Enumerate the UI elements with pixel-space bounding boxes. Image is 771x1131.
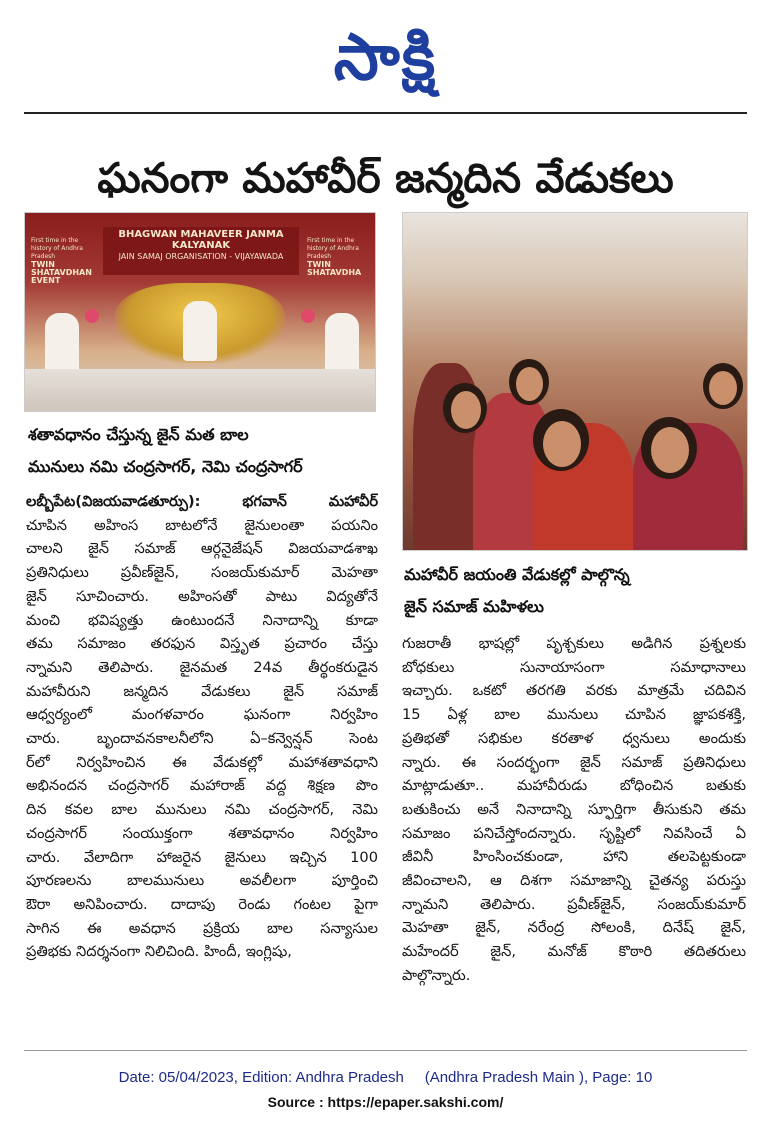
article-line: జీవినీ హింసించకుండా, హాని తలపెట్టకుండా <box>402 848 746 866</box>
article-line: పాల్గొన్నారు. <box>402 966 471 984</box>
photo-stage-event <box>24 212 376 412</box>
photo-caption-right-line2: జైన్‌ సమాజ్‌ మహిళలు <box>404 597 544 616</box>
photo-caption-left-line1: శతావధానం చేస్తున్న జైన్‌ మత బాల <box>28 425 249 444</box>
monk-figure <box>183 301 217 361</box>
stage-side-poster-right: First time in the history of Andhra Pradesh TWIN SHATAVDHA <box>307 237 362 277</box>
article-line: చారు. వేలాదిగా హాజరైన జైనులు ఇచ్చిన 100 <box>26 848 378 866</box>
article-line: అభినందన చంద్రసాగర్‌ మహారాజ్‌ వద్ద శిక్షణ పొం <box>26 777 378 795</box>
masthead-divider <box>24 112 747 114</box>
article-line: ప్రతినిధులు ప్రవీణ్‌జైన్‌, సంజయ్‌కుమార్‌ మెహతా <box>26 564 378 582</box>
article-column-left <box>26 490 378 964</box>
newspaper-logo: సాక్షి <box>333 21 438 95</box>
photo-audience <box>402 212 748 551</box>
article-line: గుజరాతీ భాషల్లో పృశ్చకులు అడిగిన ప్రశ్నలకు <box>402 635 746 652</box>
audience-face <box>709 371 737 405</box>
audience-face <box>543 421 581 467</box>
article-line: దిన కవల బాల మునులు నమి చంద్రసాగర్‌, నెమి <box>26 801 378 819</box>
stage-side-poster-left: First time in the history of Andhra Pradesh TWIN SHATAVDHAN EVENT <box>31 237 92 285</box>
article-line: ర్‌లో నిర్వహించిన ఈ వేడుకల్లో మహాశతావధాని <box>26 753 378 771</box>
flower-decoration <box>85 309 99 323</box>
article-line: ఇచ్చారు. ఒకటో తరగతి వరకు మాత్రమే చదివిన <box>402 682 746 700</box>
audience-face <box>651 427 689 473</box>
flower-decoration <box>301 309 315 323</box>
stage-banner: BHAGWAN MAHAVEER JANMA KALYANAK JAIN SAMAJ ORGANISATION - VIJAYAWADA <box>103 227 299 275</box>
article-line: మాట్లాడుతూ.. మహావీరుడు బోధించిన బతుకు <box>402 777 746 795</box>
article-line: మహావీరుని జన్మదిన వేడుకలు జైన్‌ సమాజ్‌ <box>26 682 378 700</box>
article-line: మహేందర్‌ జైన్‌, మనోజ్‌ కొఠారి తదితరులు <box>402 943 746 961</box>
article-line: సమాజం పనిచేస్తోందన్నారు. సృష్టిలో నివసించే ఏ <box>402 824 746 842</box>
monk-figure <box>325 313 359 373</box>
article-line: ఔరా అనిపించారు. దాదాపు రెండు గంటల పైగా <box>26 895 378 913</box>
article-line: జైన్‌ సూచించారు. అహింసతో పాటు విద్యతోనే <box>26 587 378 605</box>
article-line: పూరణలను బాలమునులు అవలీలగా పూర్తించి <box>26 872 378 890</box>
article-line: బోధకులు సునాయాసంగా సమాధానాలు <box>402 658 746 676</box>
audience-face <box>516 367 543 401</box>
article-line: తమ సమాజం తరఫున విస్తృత ప్రచారం చేస్తు <box>26 635 378 653</box>
article-line: న్నారు. ఈ సందర్భంగా జైన్‌ సమాజ్‌ ప్రతినిధులు <box>402 753 746 771</box>
article-headline: ఘనంగా మహావీర్‌ జన్మదిన వేడుకలు <box>97 154 674 202</box>
photo-caption-right-line1: మహావీర్‌ జయంతి వేడుకల్లో పాల్గొన్న <box>404 565 630 584</box>
article-line: జీవించాలని, ఆ దిశగా సమాజాన్ని చైతన్య పరుస్తు <box>402 872 746 890</box>
footer-divider <box>24 1050 747 1051</box>
article-line: సాగిన ఈ అవధాన ప్రక్రియ బాల సన్యాసుల <box>26 919 378 937</box>
article-line: లబ్బీపేట(విజయవాడతూర్పు): భగవాన్‌ మహావీర్‌ <box>26 493 378 510</box>
article-line: చంద్రసాగర్‌ సంయుక్తంగా శతావధానం నిర్వహిం <box>26 824 378 842</box>
article-line: న్నామని తెలిపారు. ప్రవీణ్‌జైన్‌, సంజయ్‌కుమార్‌ <box>402 895 746 913</box>
article-line: ఆధ్వర్యంలో మంగళవారం ఘనంగా నిర్వహిం <box>26 706 378 724</box>
article-line: న్నామని తెలిపారు. జైనమత 24వ తీర్థంకరుడైన <box>26 658 378 676</box>
stage-floor <box>25 369 375 411</box>
article-line: మెహతా జైన్‌, నరేంద్ర సోలంకి, దినేష్‌ జైన్‌, <box>402 919 746 937</box>
article-line: మంచి భవిష్యత్తు ఉంటుందనే నినాదాన్ని కూడా <box>26 611 378 629</box>
article-line: 15 ఏళ్ల బాల మునులు చూపిన జ్ఞాపకశక్తి, <box>402 706 746 724</box>
article-line: చూపిన అహింస బాటలోనే జైనులంతా పయనిం <box>26 516 378 534</box>
article-column-right <box>402 632 746 988</box>
audience-face <box>451 391 481 429</box>
article-line: ప్రతిభకు నిదర్శనంగా నిలిచింది. హిందీ, ఇంగ్లిషు, <box>26 943 292 961</box>
article-line: చారు. బృందావనకాలనీలోని ఏ–కన్వెన్షన్‌ సెంట <box>26 730 378 748</box>
article-line: ప్రతిభతో సభికుల కరతాళ ధ్వనులు అందుకు <box>402 729 746 747</box>
article-line: చాలని జైన్‌ సమాజ్‌ ఆర్గనైజేషన్‌ విజయవాడశాఖ <box>26 540 378 558</box>
edition-info: Date: 05/04/2023, Edition: Andhra Pradesh (Andhra Pradesh Main ), Page: 10 <box>118 1069 653 1086</box>
monk-figure <box>45 313 79 373</box>
source-link[interactable]: Source : https://epaper.sakshi.com/ <box>267 1094 504 1110</box>
photo-caption-left-line2: మునులు నమి చంద్రసాగర్‌, నెమి చంద్రసాగర్‌ <box>28 457 303 476</box>
article-line: బతుకించు అనే నినాదాన్ని స్ఫూర్తిగా తీసుకుని తమ <box>402 800 746 818</box>
